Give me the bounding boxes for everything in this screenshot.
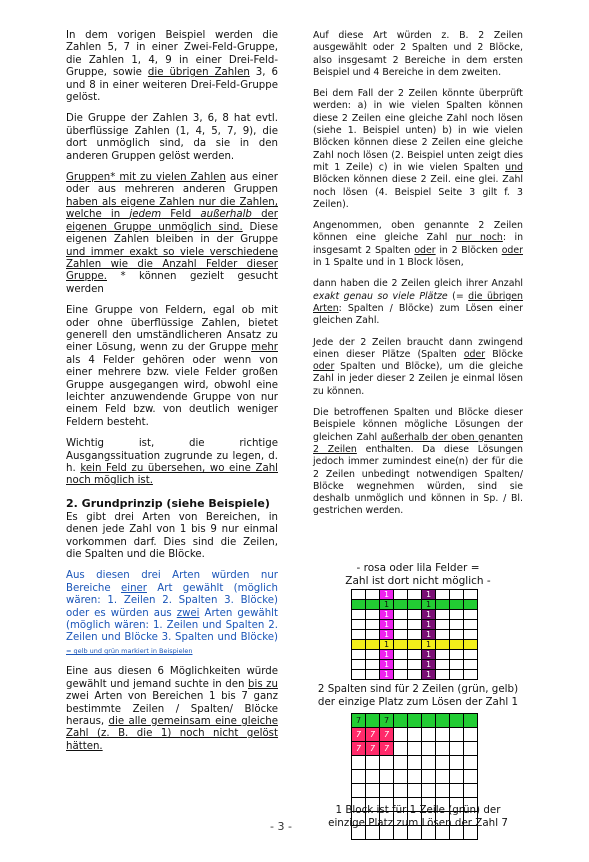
grid-cell xyxy=(450,742,464,756)
grid-cell: 1 xyxy=(380,620,394,630)
grid-cell xyxy=(366,770,380,784)
grid-cell xyxy=(450,640,464,650)
grid-cell xyxy=(436,640,450,650)
grid-row xyxy=(352,742,478,756)
grid-cell xyxy=(450,770,464,784)
grid-cell xyxy=(408,600,422,610)
grid-row xyxy=(352,610,478,620)
grid-cell xyxy=(394,640,408,650)
grid-row xyxy=(352,590,478,600)
grid-cell: 1 xyxy=(422,590,436,600)
grid-cell xyxy=(394,620,408,630)
grid-cell xyxy=(436,660,450,670)
grid-cell xyxy=(394,742,408,756)
grid-cell xyxy=(380,784,394,798)
grid1-caption xyxy=(303,683,533,708)
grid-cell: 1 xyxy=(422,620,436,630)
grid-cell: 1 xyxy=(380,600,394,610)
grid-cell xyxy=(436,620,450,630)
grid-cell xyxy=(464,650,478,660)
paragraph-starting-situation: Wichtig ist, die richtige Ausgangssituation zugrunde zu legen, d. h. kein Feld zu übersehen, wo eine Zahl noch möglich ist. xyxy=(66,438,278,487)
grid-cell xyxy=(394,714,408,728)
grid-cell xyxy=(464,670,478,680)
grid-row xyxy=(352,728,478,742)
grid-cell xyxy=(450,650,464,660)
grid-cell xyxy=(394,756,408,770)
grid-cell xyxy=(352,770,366,784)
paragraph-three-areas: Es gibt drei Arten von Bereichen, in denen jede Zahl von 1 bis 9 nur einmal vorkommen darf. Dies sind die Zeilen, die Spalten und die Blöcke. xyxy=(66,511,278,561)
grid-cell xyxy=(450,756,464,770)
figure-title-line2: Zahl ist dort nicht möglich - xyxy=(345,574,491,587)
sudoku-grid-columns-example xyxy=(351,589,478,680)
grid-cell xyxy=(366,600,380,610)
grid-cell xyxy=(436,784,450,798)
grid-cell xyxy=(422,756,436,770)
grid-cell xyxy=(436,742,450,756)
grid-cell xyxy=(408,640,422,650)
grid-cell xyxy=(464,742,478,756)
grid-cell xyxy=(366,620,380,630)
grid-cell: 1 xyxy=(380,640,394,650)
grid-cell xyxy=(408,630,422,640)
grid-cell: 1 xyxy=(380,660,394,670)
paragraph-affected-areas: Die betroffenen Spalten und Blöcke dieser Beispiele können mögliche Lösungen der gleichen Zahl außerhalb der oben genanten 2 Zeilen enthalten. Da diese Lösungen jedoch immer zumindest eine(n) der für die 2 Zeilen unbedingt notwendigen Spalten/ Blöcke wegnehmen würden, sind sie deshalb unmöglich und können in Sp. / Bl. gestrichen werden. xyxy=(313,407,524,517)
grid-cell xyxy=(436,630,450,640)
grid-cell: 1 xyxy=(422,650,436,660)
section-heading: 2. Grundprinzip (siehe Beispiele) xyxy=(66,496,270,510)
figure-title xyxy=(313,562,523,587)
grid-cell xyxy=(450,600,464,610)
grid-cell xyxy=(366,714,380,728)
grid-cell xyxy=(464,728,478,742)
paragraph-group-size: Eine Gruppe von Feldern, egal ob mit oder ohne überflüssige Zahlen, bietet generell den umständlicheren Ansatz zu einer Lösung, wenn zu der Gruppe mehr als 4 Felder gehören oder wenn von einer mehrere bzw. viele Felder großen Gruppe ausgegangen wird, obwohl eine leichter anzuwendende Gruppe von nur einem Feld bzw. von deutlich weniger Feldern besteht. xyxy=(66,305,278,428)
grid-cell xyxy=(464,640,478,650)
paragraph-superfluous-numbers: Die Gruppe der Zahlen 3, 6, 8 hat evtl. überflüssige Zahlen (1, 4, 5, 7, 9), die dort unmöglich sind, da sie in den anderen Gruppen gelöst werden. xyxy=(66,113,278,162)
grid-cell xyxy=(394,650,408,660)
grid-cell: 1 xyxy=(380,610,394,620)
grid-cell xyxy=(422,714,436,728)
grid-cell xyxy=(436,728,450,742)
grid-cell xyxy=(464,770,478,784)
grid-cell xyxy=(366,650,380,660)
paragraph-groups-example: In dem vorigen Beispiel werden die Zahlen 5, 7 in einer Zwei-Feld-Gruppe, die Zahlen 1, 4, 9 in einer Drei-Feld-Gruppe, sowie die übrigen Zahlen 3, 6 und 8 in einer weiteren Drei-Feld-Gruppe gelöst. xyxy=(66,30,278,104)
grid-cell: 1 xyxy=(380,590,394,600)
grid-cell xyxy=(394,630,408,640)
grid-cell: 7 xyxy=(352,728,366,742)
grid-cell: 7 xyxy=(366,742,380,756)
grid-cell xyxy=(450,630,464,640)
grid-cell xyxy=(436,770,450,784)
grid-row xyxy=(352,640,478,650)
figure-title-line1: - rosa oder lila Felder = xyxy=(356,562,480,574)
grid-cell xyxy=(464,610,478,620)
grid-cell xyxy=(408,728,422,742)
grid-cell: 7 xyxy=(352,714,366,728)
grid-cell: 1 xyxy=(380,670,394,680)
grid-cell xyxy=(394,770,408,784)
grid-cell xyxy=(450,610,464,620)
grid-cell xyxy=(436,756,450,770)
paragraph-selection-example: Auf diese Art würden z. B. 2 Zeilen ausgewählt oder 2 Spalten und 2 Blöcke, also insgesamt 2 Bereiche in dem ersten Beispiel und 4 Bereiche in dem zweiten. xyxy=(313,30,523,78)
grid-cell: 7 xyxy=(366,728,380,742)
grid-cell: 1 xyxy=(380,650,394,660)
grid-cell xyxy=(408,756,422,770)
grid-cell: 1 xyxy=(422,670,436,680)
grid-cell xyxy=(352,756,366,770)
grid1-caption-line2: der einzige Platz zum Lösen der Zahl 1 xyxy=(317,695,519,708)
grid-cell xyxy=(450,660,464,670)
grid-cell xyxy=(436,670,450,680)
grid-cell xyxy=(366,660,380,670)
grid-row xyxy=(352,650,478,660)
grid-cell xyxy=(450,714,464,728)
grid-cell xyxy=(352,660,366,670)
grid-cell xyxy=(436,590,450,600)
grid-cell xyxy=(436,610,450,620)
grid-cell xyxy=(352,630,366,640)
grid-cell xyxy=(352,784,366,798)
grid-cell xyxy=(464,756,478,770)
grid-cell xyxy=(422,770,436,784)
paragraph-each-row-needs: Jede der 2 Zeilen braucht dann zwingend einen dieser Plätze (Spalten oder Blöcke oder Spalten und Blöcke), um die gleiche Zahl in jeder dieser 2 Zeilen je einmal lösen zu können. xyxy=(313,336,523,397)
grid-cell: 1 xyxy=(422,630,436,640)
grid-cell xyxy=(464,630,478,640)
grid-cell xyxy=(408,784,422,798)
grid2-caption-line1: 1 Block ist für 1 Zeile (grün) der xyxy=(335,804,501,816)
paragraph-exact-places: dann haben die 2 Zeilen gleich ihrer Anzahl exakt genau so viele Plätze (= die übrigen Arten: Spalten / Blöcke) zum Lösen einer gleichen Zahl. xyxy=(313,278,523,327)
grid-cell xyxy=(394,728,408,742)
grid-row xyxy=(352,714,478,728)
grid-cell xyxy=(464,620,478,630)
grid-cell xyxy=(408,742,422,756)
grid-cell xyxy=(352,600,366,610)
grid-cell xyxy=(380,756,394,770)
grid-row xyxy=(352,600,478,610)
grid-cell: 7 xyxy=(380,742,394,756)
grid-cell xyxy=(366,756,380,770)
grid-cell xyxy=(422,728,436,742)
grid-cell xyxy=(366,590,380,600)
right-column xyxy=(313,30,523,527)
grid-cell xyxy=(464,660,478,670)
grid-cell: 1 xyxy=(422,660,436,670)
grid-cell: 1 xyxy=(422,640,436,650)
grid-cell xyxy=(464,600,478,610)
grid-cell xyxy=(464,784,478,798)
grid-cell xyxy=(352,640,366,650)
page-number: - 3 - xyxy=(270,820,292,833)
grid-cell xyxy=(408,610,422,620)
grid-cell xyxy=(450,784,464,798)
grid-row xyxy=(352,756,478,770)
grid-cell xyxy=(352,670,366,680)
grid-cell xyxy=(380,770,394,784)
grid-cell xyxy=(464,714,478,728)
grid-cell xyxy=(408,590,422,600)
grid-cell: 1 xyxy=(422,600,436,610)
grid-cell xyxy=(450,728,464,742)
grid-cell xyxy=(436,600,450,610)
grid-cell xyxy=(366,784,380,798)
grid-cell xyxy=(394,600,408,610)
paragraph-assumption: Angenommen, oben genannte 2 Zeilen können eine gleiche Zahl nur noch: in insgesamt 2 Spalten oder in 2 Blöcken oder in 1 Spalte und in 1 Block lösen, xyxy=(313,220,524,269)
grid-cell xyxy=(408,620,422,630)
grid-cell xyxy=(408,770,422,784)
grid-cell xyxy=(450,590,464,600)
grid-cell xyxy=(394,670,408,680)
grid-cell xyxy=(464,590,478,600)
paragraph-groups-rule: Gruppen* mit zu vielen Zahlen aus einer oder aus mehreren anderen Gruppen haben als eigene Zahlen nur die Zahlen, welche in jedem Feld außerhalb der eigenen Gruppe unmöglich sind. Diese eigenen Zahlen bleiben in der Gruppe und immer exakt so viele verschiedene Zahlen wie die Anzahl Felder dieser Gruppe. * können gezielt gesucht werden xyxy=(66,172,278,295)
grid-cell xyxy=(366,610,380,620)
grid-cell xyxy=(408,650,422,660)
grid-cell xyxy=(450,670,464,680)
grid-row xyxy=(352,784,478,798)
grid-cell xyxy=(394,784,408,798)
paragraph-check-cases: Bei dem Fall der 2 Zeilen könnte überprüft werden: a) in wie vielen Spalten können diese 2 Zeilen eine gleiche Zahl noch lösen (siehe 1. Beispiel unten) b) in wie vielen Blöcken können diese 2 Zeilen eine gleiche Zahl noch lösen (2. Beispiel unten zeigt dies mit 1 Zeile) c) in wie vielen Spalten und Blöcken können diese 2 Zeil. eine glei. Zahl noch lösen (4. Beispiel Seite 3 gilt f. 3 Zeilen). xyxy=(313,88,523,210)
grid-cell xyxy=(450,620,464,630)
grid-row xyxy=(352,670,478,680)
grid-cell xyxy=(352,590,366,600)
grid2-caption xyxy=(303,804,533,829)
grid-cell xyxy=(408,660,422,670)
grid-cell: 1 xyxy=(380,630,394,640)
grid-cell xyxy=(366,630,380,640)
grid-cell: 7 xyxy=(380,714,394,728)
left-column xyxy=(66,30,278,762)
grid-row xyxy=(352,620,478,630)
paragraph-six-possibilities: Eine aus diesen 6 Möglichkeiten würde gewählt und jemand suchte in den bis zu zwei Arten von Bereichen 1 bis 7 ganz bestimmte Zeilen / Spalten/ Blöcke heraus, die alle gemeinsam eine gleiche Zahl (z. B. die 1) noch nicht gelöst hätten. xyxy=(66,666,278,752)
grid-cell: 1 xyxy=(422,610,436,620)
grid-cell xyxy=(352,610,366,620)
grid-cell xyxy=(408,670,422,680)
grid-cell xyxy=(422,784,436,798)
grid-row xyxy=(352,770,478,784)
grid2-caption-line2: einzige Platz zum Lösen der Zahl 7 xyxy=(328,816,508,829)
grid1-caption-line1: 2 Spalten sind für 2 Zeilen (grün, gelb) xyxy=(317,683,519,695)
grid-row xyxy=(352,630,478,640)
grid-cell xyxy=(366,640,380,650)
grid-cell xyxy=(394,610,408,620)
paragraph-area-choices: Aus diesen drei Arten würden nur Bereiche einer Art gewählt (möglich wären: 1. Zeilen 2. Spalten 3. Blöcke) oder es würden aus zwei Arten gewählt (möglich wären: 1. Zeilen und Spalten 2. Zeilen und Blöcke 3. Spalten und Blöcke) = gelb und grün markiert in Beispielen xyxy=(66,570,278,655)
grid-cell xyxy=(436,650,450,660)
grid-cell xyxy=(352,620,366,630)
grid-cell xyxy=(408,714,422,728)
grid-cell xyxy=(436,714,450,728)
grid-cell xyxy=(422,742,436,756)
grid-cell xyxy=(352,650,366,660)
grid-cell xyxy=(394,660,408,670)
grid-cell xyxy=(366,670,380,680)
grid-cell: 7 xyxy=(352,742,366,756)
grid-row xyxy=(352,660,478,670)
grid-cell xyxy=(394,590,408,600)
grid-cell: 7 xyxy=(380,728,394,742)
